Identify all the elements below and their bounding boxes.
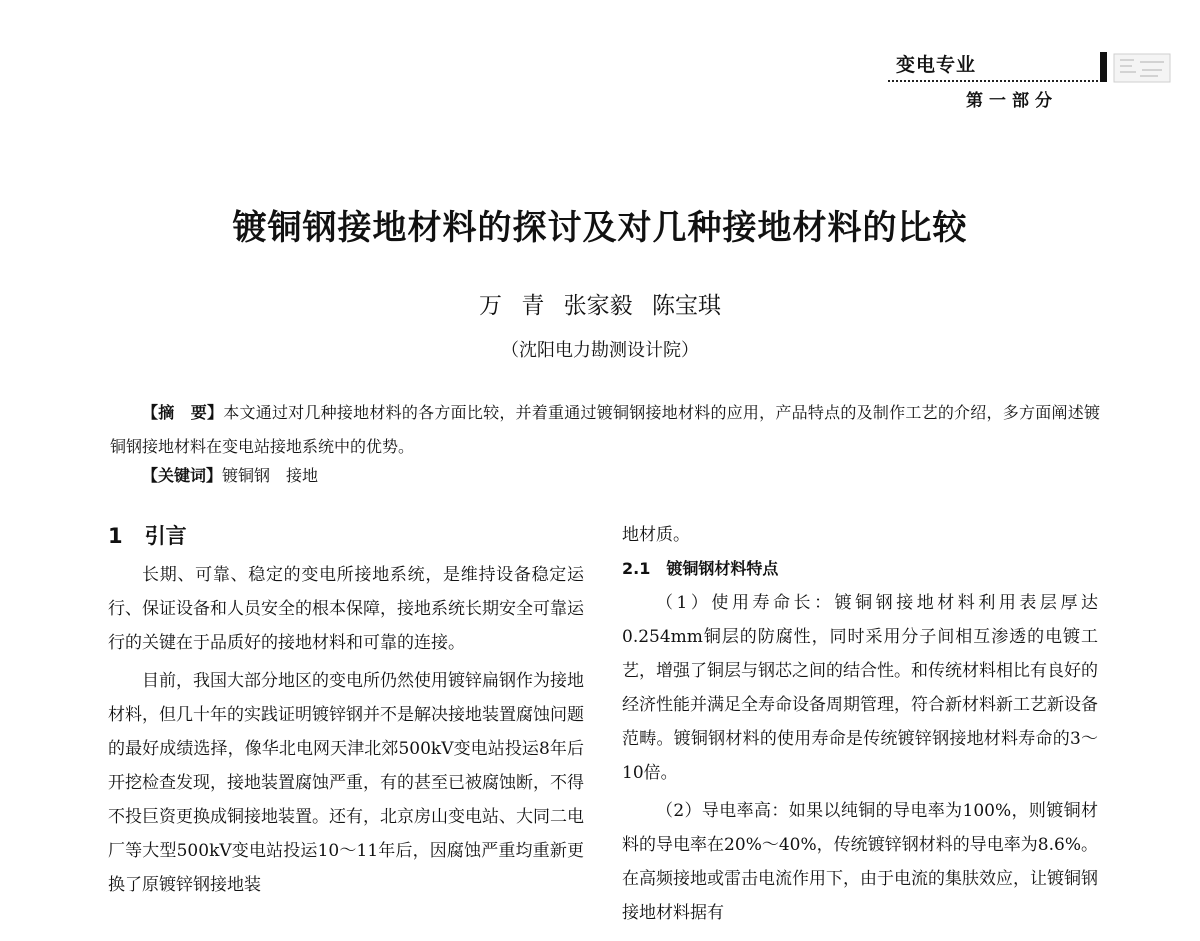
article-title: 镀铜钢接地材料的探讨及对几种接地材料的比较 — [232, 208, 968, 248]
subsection-number: 2.1 — [622, 559, 651, 578]
section-heading — [108, 518, 584, 554]
abstract-text: 本文通过对几种接地材料的各方面比较，并着重通过镀铜钢接地材料的应用，产品特点的及制作工艺的介绍，多方面阐述镀铜钢接地材料在变电站接地系统中的优势。 — [110, 403, 1100, 456]
keyword-item: 镀铜钢 — [222, 466, 271, 485]
header-part-label: 第一部分 — [966, 91, 1058, 111]
journal-logo-icon — [1112, 50, 1172, 86]
abstract-label: 【摘 要】 — [142, 403, 224, 422]
subsection-title: 镀铜钢材料特点 — [666, 559, 779, 578]
body-paragraph: 长期、可靠、稳定的变电所接地系统，是维持设备稳定运行、保证设备和人员安全的根本保障，接地系统长期安全可靠运行的关键在于品质好的接地材料和可靠的连接。 — [108, 565, 584, 653]
left-column — [108, 518, 584, 902]
continued-paragraph: 地材质。 — [622, 525, 690, 545]
abstract — [110, 396, 1100, 464]
section-title: 引言 — [144, 524, 187, 548]
body-paragraph: （2）导电率高：如果以纯铜的导电率为100%，则镀铜材料的导电率在20%～40%，传统镀锌钢材料的导电率为8.6%。在高频接地或雷击电流作用下，由于电流的集肤效应，让镀铜钢接地材料据有 — [622, 801, 1098, 923]
keywords-label: 【关键词】 — [142, 466, 223, 485]
author-name: 张家毅 — [563, 293, 633, 319]
keywords — [142, 463, 334, 486]
subsection-heading — [622, 552, 1098, 586]
author-list — [0, 287, 1200, 320]
keyword-item: 接地 — [286, 466, 319, 485]
author-affiliation: （沈阳电力勘测设计院） — [501, 340, 699, 361]
running-header — [888, 46, 1178, 116]
header-section-label: 变电专业 — [896, 54, 977, 76]
body-paragraph: （1）使用寿命长：镀铜钢接地材料利用表层厚达0.254mm铜层的防腐性，同时采用分子间相互渗透的电镀工艺，增强了铜层与钢芯之间的结合性。和传统材料相比有良好的经济性能并满足全寿命设备周期管理，符合新材料新工艺新设备范畴。镀铜钢材料的使用寿命是传统镀锌钢接地材料寿命的3～10倍。 — [622, 593, 1098, 783]
header-black-bar — [1100, 52, 1107, 82]
author-name: 万 青 — [479, 293, 545, 319]
section-number: 1 — [108, 524, 123, 548]
author-name: 陈宝琪 — [651, 293, 721, 319]
right-column — [622, 518, 1098, 930]
header-dotted-rule — [888, 80, 1098, 82]
body-paragraph: 目前，我国大部分地区的变电所仍然使用镀锌扁钢作为接地材料，但几十年的实践证明镀锌钢并不是解决接地装置腐蚀问题的最好成绩选择，像华北电网天津北郊500kV变电站投运8年后开挖检查发现，接地装置腐蚀严重，有的甚至已被腐蚀断，不得不投巨资更换成铜接地装置。还有，北京房山变电站、大同二电厂等大型500kV变电站投运10～11年后，因腐蚀严重均重新更换了原镀锌钢接地装 — [108, 671, 584, 895]
